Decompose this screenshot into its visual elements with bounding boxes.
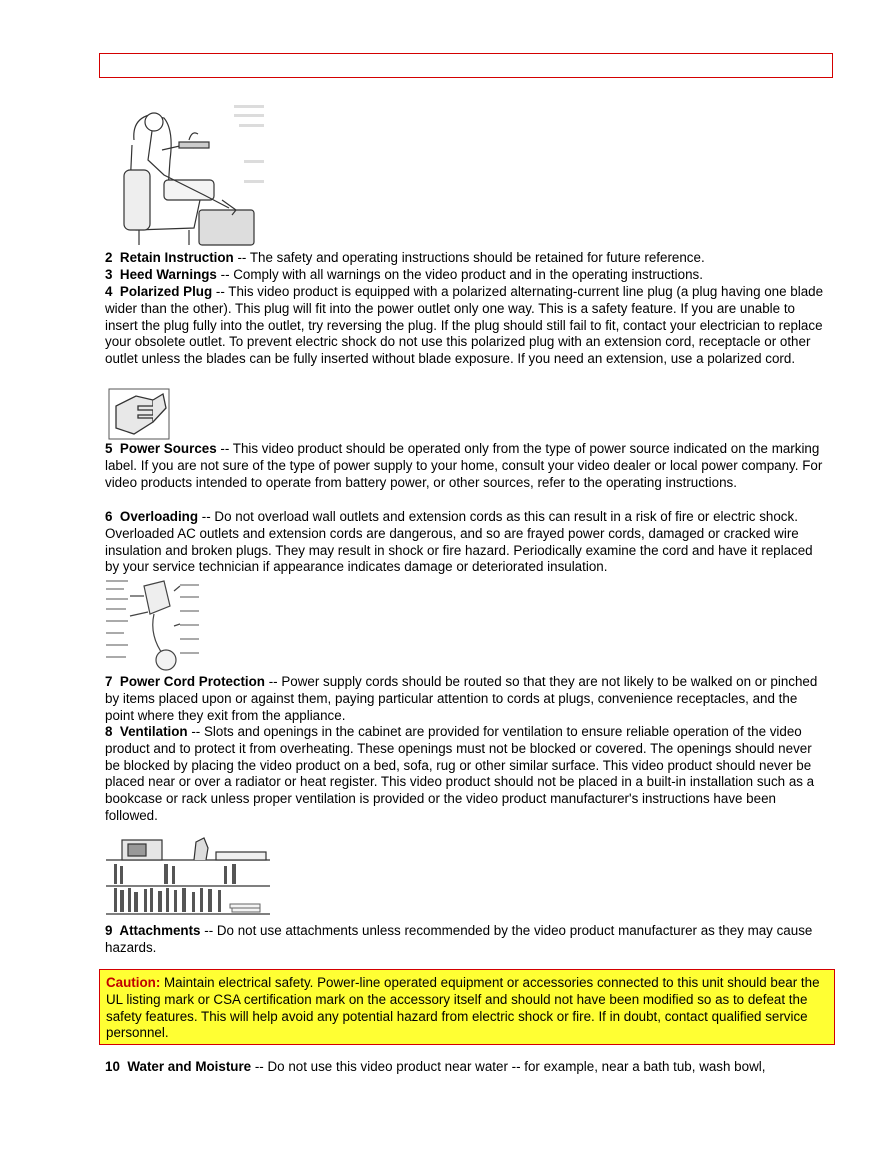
section-9 (105, 923, 830, 957)
section-10-text: -- Do not use this video product near water -- for example, near a bath tub, wash bowl, (251, 1059, 766, 1074)
section-8 (105, 724, 830, 825)
section-3-text: -- Comply with all warnings on the video product and in the operating instructions. (216, 267, 703, 282)
section-2-heading: 2 Retain Instruction (105, 250, 234, 265)
section-6 (105, 509, 830, 576)
section-8-heading: 8 Ventilation (105, 724, 188, 739)
caution-text: Maintain electrical safety. Power-line operated equipment or accessories connected to this unit should bear the UL listing mark or CSA certification mark on the accessory itself and should not have been modified so as to defeat the safety features. This will help avoid any potential hazard from electric shock or fire. If in doubt, contact qualified service personnel. (106, 975, 820, 1041)
section-4 (105, 284, 830, 368)
bookcase-ventilation-illustration (104, 826, 272, 922)
section-3-heading: 3 Heed Warnings (105, 267, 217, 282)
section-9-heading: 9 Attachments (105, 923, 201, 938)
section-8-text: -- Slots and openings in the cabinet are provided for ventilation to ensure reliable operation of the video product and to protect it from overheating. These openings must not be blocked or covered. The openings should never be blocked by placing the video product on a bed, sofa, rug or other similar surface. This video product should never be placed near or over a radiator or heat register. This video product should not be placed in a built-in installation such as a bookcase or rack unless proper ventilation is provided or the video product manufacturer's instructions have been followed. (105, 724, 815, 823)
section-5-text: -- This video product should be operated only from the type of power source indicated on the marking label. If you are not sure of the type of power supply to your home, consult your video dealer or local power company. For video products intended to operate from battery power, or other sources, refer to the operating instructions. (105, 441, 823, 490)
section-4-text: -- This video product is equipped with a polarized alternating-current line plug (a plug having one blade wider than the other). This plug will fit into the power outlet only one way. This is a safety feature. If you are unable to insert the plug fully into the outlet, try reversing the plug. If the plug should still fail to fit, contact your electrician to replace your obsolete outlet. To prevent electric shock do not use this polarized plug with an extension cord, receptacle or other outlet unless the blades can be fully inserted without blade exposure. If you need an extension, use a polarized cord. (105, 284, 824, 367)
section-7-heading: 7 Power Cord Protection (105, 674, 265, 689)
section-6-heading: 6 Overloading (105, 509, 199, 524)
section-6-text: -- Do not overload wall outlets and extension cords as this can result in a risk of fire or electric shock. Overloaded AC outlets and extension cords are dangerous, and so are frayed power cords, damaged or cracked wire insulation and broken plugs. They may result in shock or fire hazard. Periodically examine the cord and have it replaced by your service technician if appearance indicates damage or deteriorated insulation. (105, 509, 813, 575)
caution-box (99, 969, 835, 1045)
caution-label: Caution: (106, 975, 161, 990)
section-7-text: -- Power supply cords should be routed so that they are not likely to be walked on or pinched by items placed upon or against them, paying particular attention to cords at plugs, convenience receptacles, and the point where they exit from the appliance. (105, 674, 818, 723)
polarized-plug-illustration (108, 388, 170, 440)
section-3 (105, 267, 830, 284)
section-10 (105, 1059, 830, 1076)
section-2 (105, 250, 830, 267)
power-cord-diagram-illustration (104, 576, 201, 674)
section-5 (105, 441, 830, 491)
section-9-text: -- Do not use attachments unless recommended by the video product manufacturer as they may cause hazards. (105, 923, 813, 955)
section-4-heading: 4 Polarized Plug (105, 284, 213, 299)
section-10-heading: 10 Water and Moisture (105, 1059, 252, 1074)
section-2-text: -- The safety and operating instructions should be retained for future reference. (233, 250, 705, 265)
header-box (99, 53, 833, 78)
section-7 (105, 674, 830, 724)
man-reading-in-chair-illustration (104, 100, 269, 250)
section-5-heading: 5 Power Sources (105, 441, 217, 456)
